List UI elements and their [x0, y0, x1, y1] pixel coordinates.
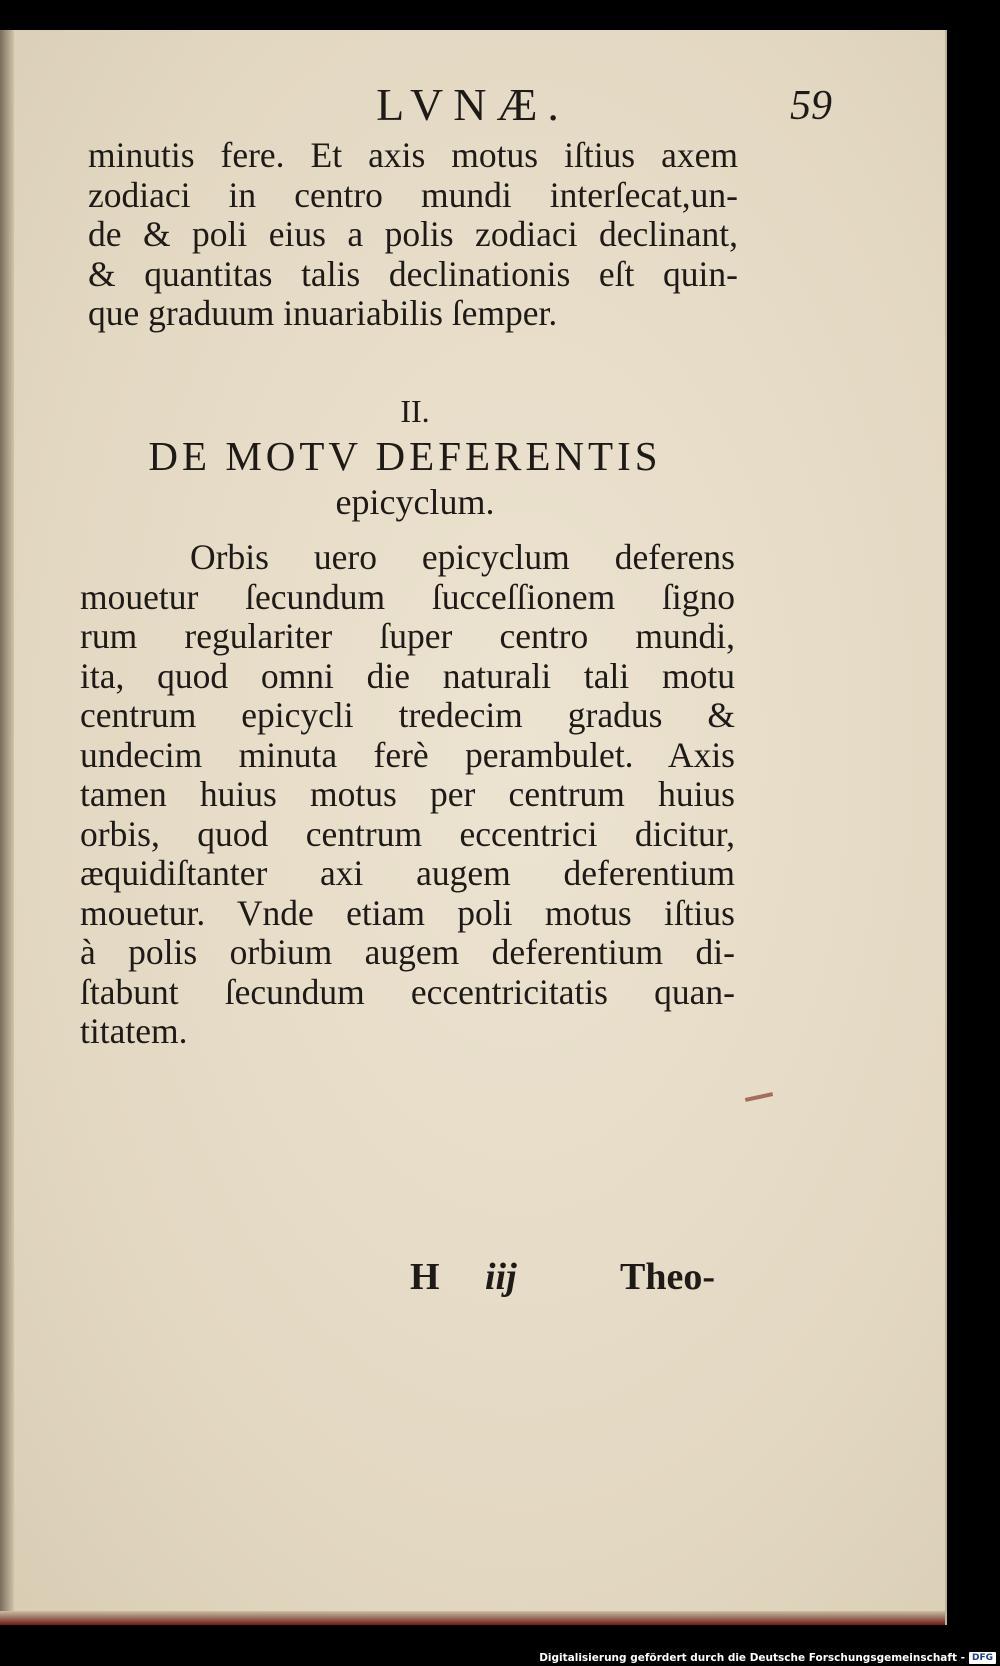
catchword: Theo-	[620, 1256, 715, 1298]
text-line: orbis, quod centrum eccentrici dicitur,	[80, 813, 735, 854]
paragraph-1	[88, 136, 738, 334]
section-subtitle: epicyclum.	[335, 482, 495, 522]
text-line: ita, quod omni die naturali tali motu	[80, 655, 735, 696]
text-line: à polis orbium augem deferentium di-	[80, 932, 735, 972]
footer-text: Digitalisierung gefördert durch die Deutsche Forschungsgemeinschaft -	[539, 1652, 965, 1664]
text-line: ſtabunt ſecundum eccentricitatis quan-	[80, 971, 735, 1012]
section-title: DE MOTV DEFERENTIS	[148, 433, 662, 479]
signature-mark: H	[410, 1256, 440, 1298]
text-line: centrum epicycli tredecim gradus &	[80, 695, 735, 735]
text-line: Orbis uero epicyclum deferens	[190, 537, 735, 577]
page-bottom-edge	[0, 1611, 945, 1625]
paragraph-2	[80, 538, 735, 1052]
text-line: undecim minuta ferè perambulet. Axis	[80, 734, 735, 775]
text-line: zodiaci in centro mundi interſecat,un-	[88, 174, 738, 215]
footer-credit	[539, 1652, 996, 1664]
text-line: mouetur ſecundum ſucceſſionem ſigno	[80, 576, 735, 617]
text-line: æquidiſtanter axi augem deferentium	[80, 853, 735, 893]
text-line: rum regulariter ſuper centro mundi,	[80, 616, 735, 656]
text-line: tamen huius motus per centrum huius	[80, 774, 735, 814]
text-line: que graduum inuariabilis ſemper.	[88, 293, 558, 333]
text-line: minutis fere. Et axis motus iſtius axem	[88, 135, 738, 175]
running-head: LVNÆ.	[376, 79, 569, 130]
book-page	[0, 30, 947, 1625]
text-line: mouetur. Vnde etiam poli motus iſtius	[80, 892, 735, 933]
page-number: 59	[790, 83, 832, 129]
section-number: II.	[400, 393, 430, 429]
text-line: de & poli eius a polis zodiaci declinant,	[88, 214, 738, 254]
page-spine-shadow	[0, 30, 14, 1625]
dfg-logo-icon: DFG	[969, 1652, 996, 1664]
ink-mark	[745, 1092, 773, 1102]
text-line: & quantitas talis declinationis eſt quin-	[88, 253, 738, 294]
signature-number: iij	[485, 1256, 517, 1298]
text-line: titatem.	[80, 1011, 188, 1051]
